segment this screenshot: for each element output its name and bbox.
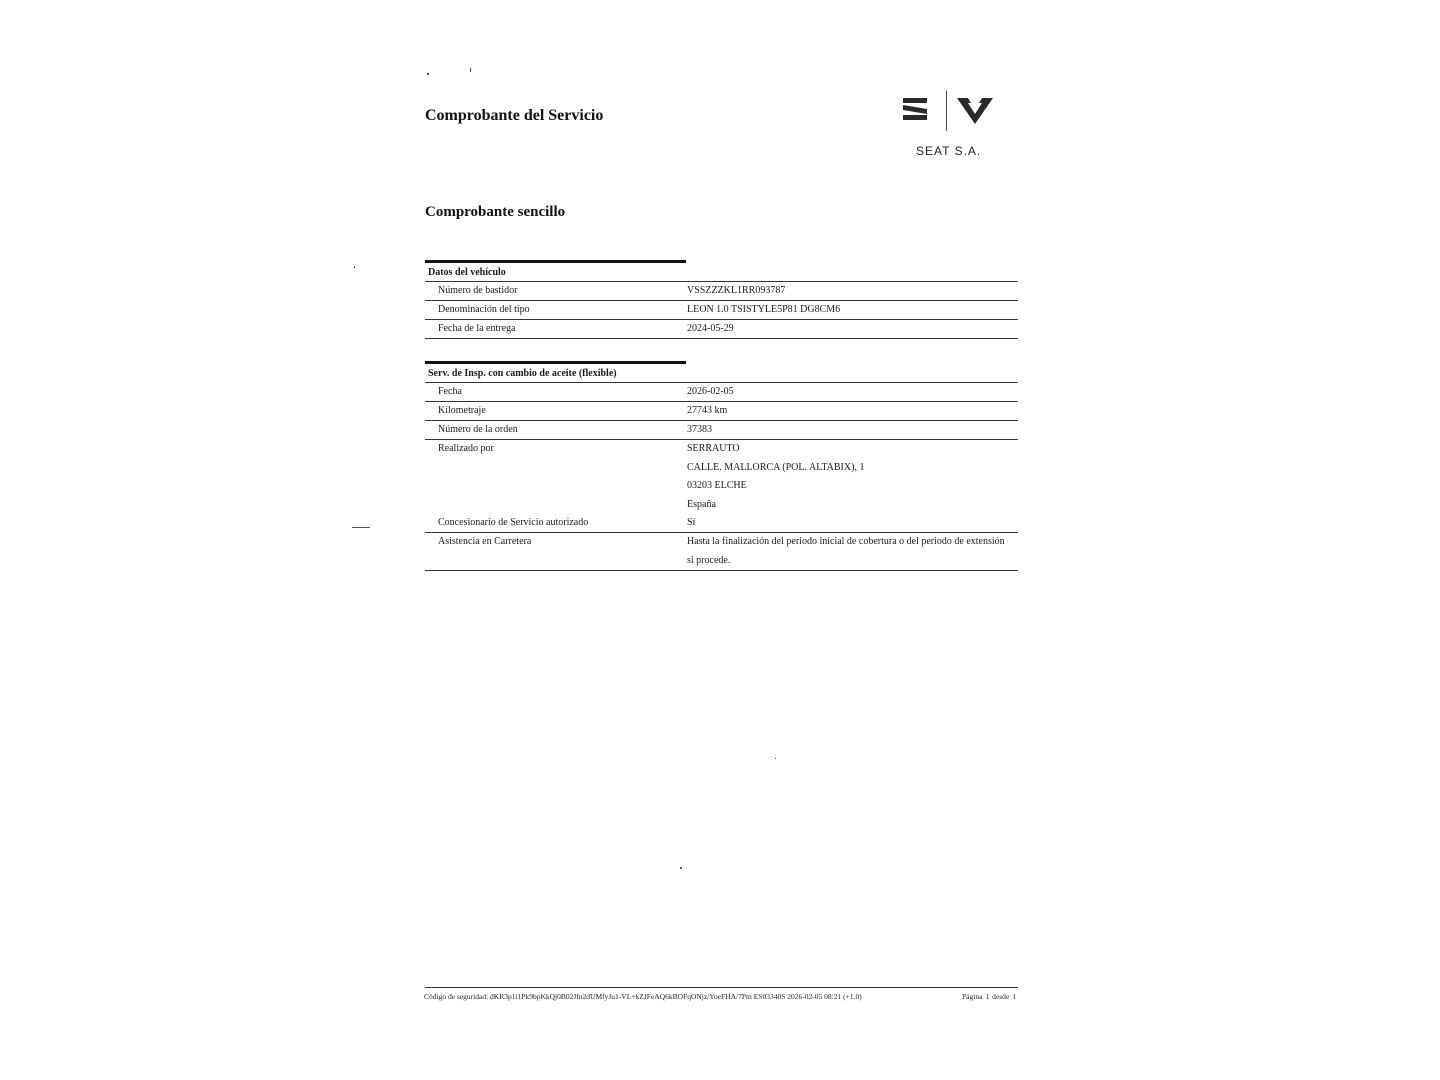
page-of-label: desde — [992, 992, 1010, 1001]
dealer-street: CALLE. MALLORCA (POL. ALTABIX), 1 — [687, 461, 865, 473]
security-code: Código de seguridad: dKR3p1i1Pk9bpKkQj0B02Jfn2dUMfyJu1-VL+kZJFeAQ6kBOFqONjz/YoeFHA/7Pm ES03340S 2026-02-05 08:21 (+1.0) — [424, 992, 862, 1001]
table-row — [425, 320, 1018, 339]
scan-speck — [470, 68, 471, 72]
row-value: 2026-02-05 — [687, 386, 734, 397]
row-value: 37383 — [687, 424, 712, 435]
table-row — [425, 282, 1018, 301]
page-total: 1 — [1012, 992, 1016, 1001]
vehicle-data-section — [425, 260, 1018, 339]
dealer-city: 03203 ELCHE — [687, 480, 747, 491]
dealer-name: SERRAUTO — [687, 443, 740, 454]
cupra-logo-icon — [956, 96, 994, 126]
service-section — [425, 361, 1018, 571]
table-row — [425, 301, 1018, 320]
row-value: VSSZZZKL1RR093787 — [687, 285, 786, 296]
scan-speck — [354, 266, 355, 268]
table-row — [425, 402, 1018, 421]
page-indicator — [962, 992, 1019, 1001]
row-label: Número de la orden — [438, 424, 518, 435]
row-label: Asistencia en Carretera — [438, 536, 532, 547]
performed-by-row — [425, 440, 1018, 514]
brand-logo — [896, 88, 1006, 168]
row-label: Denominación del tipo — [438, 304, 530, 315]
scan-speck — [352, 527, 370, 528]
scan-speck — [680, 867, 682, 869]
roadside-assistance-row — [425, 533, 1018, 571]
authorized-dealer-row — [425, 514, 1018, 533]
seat-logo-icon — [901, 96, 929, 122]
scan-speck — [775, 758, 776, 759]
section-header: Serv. de Insp. con cambio de aceite (flexible) — [425, 364, 1018, 383]
row-label: Fecha de la entrega — [438, 323, 516, 334]
logo-divider — [946, 91, 947, 131]
table-row — [425, 421, 1018, 440]
row-label: Número de bastidor — [438, 285, 518, 296]
document-title: Comprobante del Servicio — [425, 107, 604, 124]
footer-rule — [425, 987, 1018, 988]
document-subtitle: Comprobante sencillo — [425, 204, 566, 220]
roadside-line: si procede. — [687, 554, 731, 566]
page-number: 1 — [985, 992, 990, 1001]
brand-caption: SEAT S.A. — [916, 144, 982, 158]
row-value: 27743 km — [687, 405, 728, 416]
row-label: Fecha — [438, 386, 462, 397]
row-value: Sí — [687, 517, 696, 528]
roadside-line: Hasta la finalización del periodo inicial de cobertura o del periodo de extensión — [687, 536, 1005, 547]
page-label: Página — [962, 992, 983, 1001]
row-label: Kilometraje — [438, 405, 486, 416]
scan-speck — [427, 73, 429, 75]
dealer-address — [687, 440, 1018, 514]
row-label: Concesionario de Servicio autorizado — [438, 517, 589, 528]
table-row — [425, 383, 1018, 402]
dealer-country: España — [687, 498, 716, 510]
row-label: Realizado por — [438, 443, 494, 454]
roadside-text — [687, 533, 1018, 570]
row-value: 2024-05-29 — [687, 323, 734, 334]
section-header: Datos del vehículo — [425, 263, 1018, 282]
row-value: LEON 1.0 TSISTYLE5P81 DG8CM6 — [687, 304, 841, 315]
